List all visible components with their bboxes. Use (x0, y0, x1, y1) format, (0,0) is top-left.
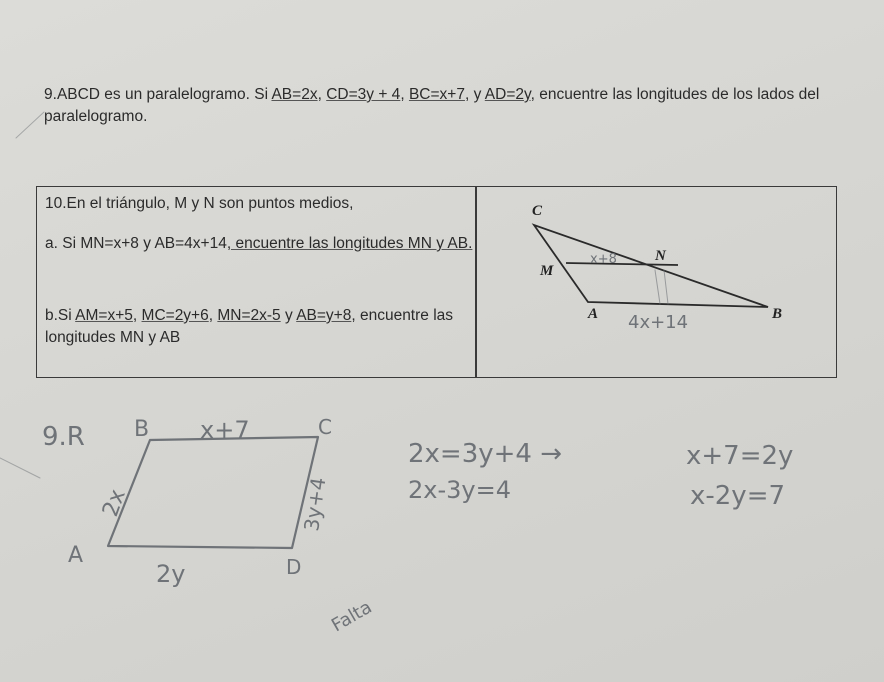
q9-cd-given: CD=3y + 4 (326, 86, 401, 103)
q9-ad-given: AD=2y (484, 86, 531, 103)
vertex-a-label: A (588, 306, 599, 322)
pencil-shading (655, 270, 668, 304)
question-10b: b.Si AM=x+5, MC=2y+6, MN=2x-5 y AB=y+8, encuentre las longitudes MN y AB (45, 307, 454, 346)
handwritten-parallelogram (42, 415, 793, 636)
right-side-expression: 3y+4 (299, 475, 331, 533)
question-9: 9.ABCD es un paralelogramo. Si AB=2x, CD=3y + 4, BC=x+7, y AD=2y, encuentre las longitudes de los lados del paralelogramo. (44, 86, 820, 125)
equation-1: 2x=3y+4 → (408, 439, 563, 469)
vertex-b-label: B (772, 306, 783, 322)
vertex-c-label: C (532, 203, 543, 219)
q10b-am-given: AM=x+5 (75, 307, 133, 324)
q10a-mn-given: MN=x+8 (80, 235, 139, 252)
top-side-expression: x+7 (200, 416, 250, 444)
q9-ab-given: AB=2x (271, 86, 318, 103)
ab-handwritten-value: 4x+14 (628, 312, 689, 333)
question-10-title: 10.En el triángulo, M y N son puntos medios, (45, 195, 354, 212)
q10b-mn-given: MN=2x-5 (217, 307, 281, 324)
equation-3: x+7=2y (686, 441, 794, 471)
q10b-mc-given: MC=2y+6 (141, 307, 209, 324)
q9-bc-given: BC=x+7 (408, 86, 465, 103)
bottom-side-expression: 2y (156, 560, 186, 588)
vertex-a-hand: A (68, 543, 84, 568)
mn-handwritten-value: x+8 (590, 252, 617, 267)
question-10a: a. Si MN=x+8 y AB=4x+14, encuentre las longitudes MN y AB. (45, 235, 473, 252)
vertex-c-hand: C (318, 415, 332, 439)
vertex-m-label: M (540, 263, 554, 279)
parallelogram-sketch (108, 437, 318, 548)
question-9-intro: ABCD es un paralelogramo. Si (56, 86, 272, 103)
vertex-b-hand: B (134, 417, 150, 442)
equation-4: x-2y=7 (690, 481, 786, 511)
falta-note: Falta (328, 596, 376, 637)
q10a-ab-given: AB=4x+14 (154, 235, 227, 252)
question-9-number: 9. (44, 86, 57, 103)
vertex-d-hand: D (286, 555, 302, 579)
margin-pencil-mark (16, 112, 44, 138)
margin-pencil-mark-2 (0, 458, 40, 478)
q10b-ab-given: AB=y+8 (296, 307, 352, 324)
point-n-label: N (655, 248, 666, 264)
question-9-request: , encuentre las longitudes de los lados del paralelogramo. (44, 86, 820, 125)
triangle-figure (532, 203, 782, 333)
left-side-expression: 2x (98, 486, 131, 521)
triangle-abc (534, 225, 768, 307)
problem-label: 9.R (42, 422, 85, 452)
equation-2: 2x-3y=4 (408, 476, 511, 504)
